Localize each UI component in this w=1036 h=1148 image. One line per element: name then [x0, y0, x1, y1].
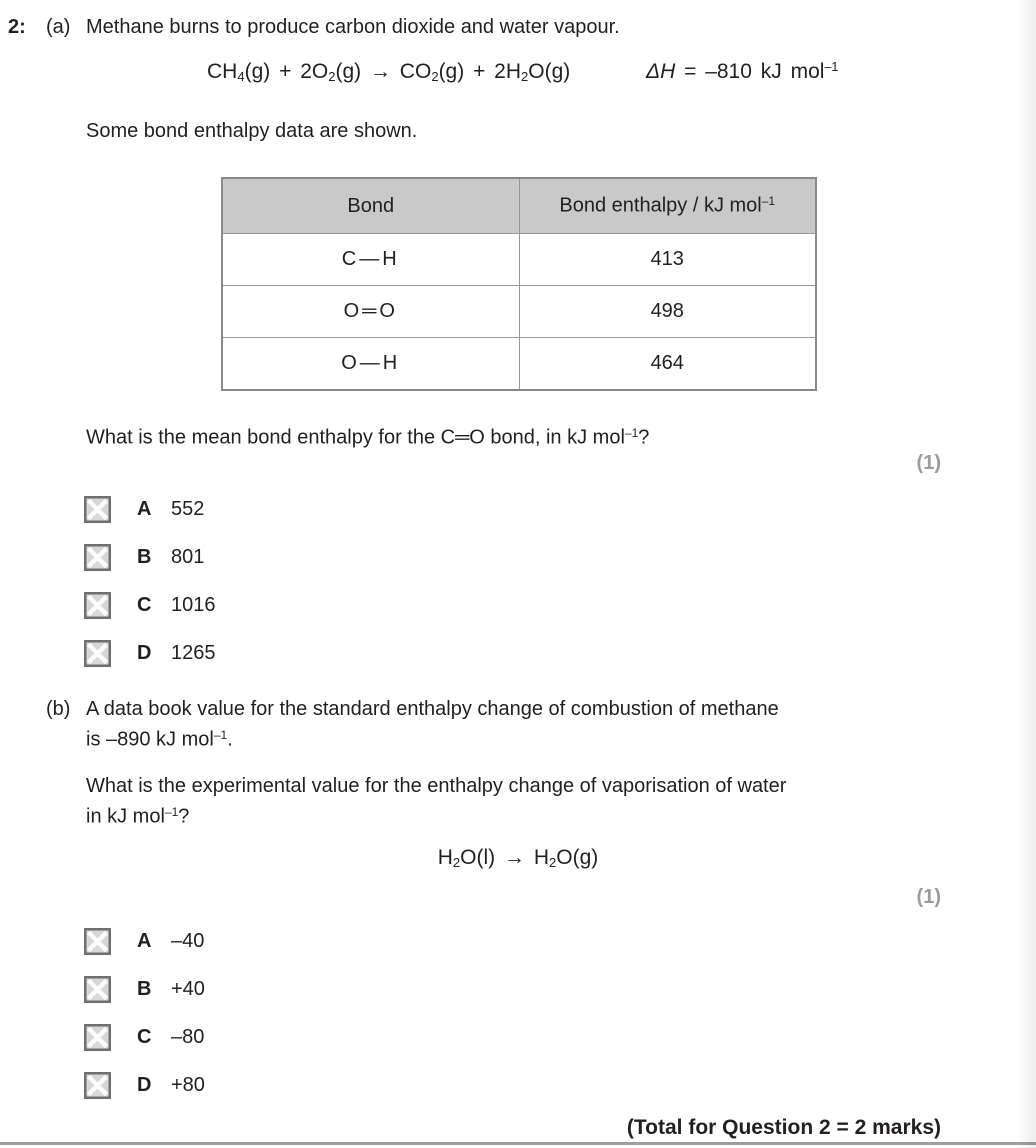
part-b-statement-line1: A data book value for the standard enthalpy change of combustion of methane [86, 698, 779, 720]
table-row [222, 286, 816, 338]
question-intro-line [8, 16, 620, 39]
table-header-row [222, 178, 816, 234]
option-value: –40 [171, 930, 205, 952]
bond-name: O—H [222, 338, 519, 391]
bond-value: 413 [519, 234, 816, 286]
part-a-label: (a) [46, 16, 71, 38]
option-letter: D [137, 1074, 152, 1096]
x-mark-icon [84, 976, 111, 1003]
option-row-a [84, 496, 216, 523]
bond-name: C—H [222, 234, 519, 286]
answer-checkbox[interactable] [84, 496, 111, 523]
option-row-c [84, 592, 216, 619]
option-letter: B [137, 546, 152, 568]
part-b-marks: (1) [916, 886, 941, 908]
option-row-b [84, 544, 216, 571]
part-a-intro: Methane burns to produce carbon dioxide and water vapour. [86, 16, 620, 38]
option-letter: C [137, 594, 152, 616]
option-row-a [84, 928, 205, 955]
part-b-prompt-line2: in kJ mol$^{-1}$? [86, 805, 190, 828]
bond-value: 498 [519, 286, 816, 338]
x-mark-icon [84, 928, 111, 955]
part-b-prompt-line1: What is the experimental value for the enthalpy change of vaporisation of water [86, 775, 787, 797]
option-row-d [84, 640, 216, 667]
option-row-d [84, 1072, 205, 1099]
option-row-b [84, 976, 205, 1003]
x-mark-icon [84, 1024, 111, 1051]
answer-checkbox[interactable] [84, 592, 111, 619]
bond-enthalpy-table [221, 177, 817, 391]
x-mark-icon [84, 592, 111, 619]
answer-checkbox[interactable] [84, 1024, 111, 1051]
option-value: 552 [171, 498, 205, 520]
table-header-bond: Bond [222, 178, 519, 234]
part-b-statement-line2: is –890 kJ mol$^{-1}$. [86, 728, 233, 751]
answer-checkbox[interactable] [84, 544, 111, 571]
table-header-enthalpy: Bond enthalpy / kJ mol$^{-1}$ [519, 178, 816, 234]
answer-checkbox[interactable] [84, 928, 111, 955]
option-value: 801 [171, 546, 205, 568]
page-edge-shadow [1016, 0, 1036, 1148]
combustion-equation: CH4(g) + 2O2(g) → CO2(g) + 2H2O(g) [207, 60, 571, 84]
option-value: –80 [171, 1026, 205, 1048]
option-letter: A [137, 930, 152, 952]
x-mark-icon [84, 1072, 111, 1099]
answer-checkbox[interactable] [84, 640, 111, 667]
total-marks-line: (Total for Question 2 = 2 marks) [626, 1116, 941, 1139]
enthalpy-change-value: ΔH = –810 kJ mol$^{-1}$ [646, 60, 839, 83]
part-a-options [84, 496, 216, 688]
answer-checkbox[interactable] [84, 976, 111, 1003]
x-mark-icon [84, 496, 111, 523]
part-a-prompt: What is the mean bond enthalpy for the C═O bond, in kJ mol$^{-1}$? [86, 426, 650, 449]
x-mark-icon [84, 544, 111, 571]
option-letter: C [137, 1026, 152, 1048]
option-value: +80 [171, 1074, 205, 1096]
option-value: 1265 [171, 642, 216, 664]
option-value: +40 [171, 978, 205, 1000]
question-number: 2: [8, 16, 26, 38]
part-b-options [84, 928, 205, 1120]
part-a-marks: (1) [916, 452, 941, 474]
bond-value: 464 [519, 338, 816, 391]
bond-name: O═O [222, 286, 519, 338]
table-row [222, 234, 816, 286]
option-row-c [84, 1024, 205, 1051]
bottom-divider [0, 1142, 1036, 1145]
option-letter: B [137, 978, 152, 1000]
option-letter: A [137, 498, 152, 520]
option-value: 1016 [171, 594, 216, 616]
bond-data-note: Some bond enthalpy data are shown. [86, 120, 418, 142]
part-b-label: (b) [46, 698, 71, 720]
vaporisation-equation: H2O(l) → H2O(g) [437, 846, 599, 870]
x-mark-icon [84, 640, 111, 667]
answer-checkbox[interactable] [84, 1072, 111, 1099]
table-row [222, 338, 816, 391]
option-letter: D [137, 642, 152, 664]
